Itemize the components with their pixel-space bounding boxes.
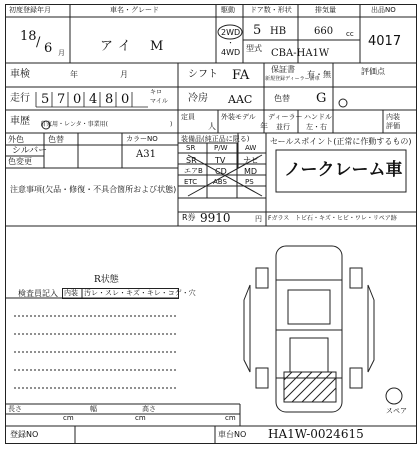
mileage-unit-mile: マイル xyxy=(150,98,168,105)
exterior-color-label: 外色 xyxy=(8,135,24,144)
height-unit: cm xyxy=(225,414,236,422)
height-label: 高さ xyxy=(142,405,156,413)
color-change-label: 色替 xyxy=(274,94,290,103)
drive-2wd: 2WD xyxy=(221,28,241,37)
dealer-value: 並行 xyxy=(276,123,290,131)
inspector-label: 検査員記入 xyxy=(18,289,58,298)
shift-label: シフト xyxy=(188,69,218,80)
equipment-item-9: MD xyxy=(244,167,258,176)
dealer-label: ディーラー xyxy=(268,113,303,121)
model-change-label: 外装モデル xyxy=(221,113,256,121)
mileage-digit-1: 5 xyxy=(41,92,50,107)
recycle-fee-unit: 円 xyxy=(255,215,262,223)
interior-box-label: 内装 xyxy=(64,289,78,297)
displacement-label: 排気量 xyxy=(315,6,336,14)
score-label: 評価点 xyxy=(361,67,385,76)
mileage-label: 走行 xyxy=(10,93,30,104)
model-type-label: 型式 xyxy=(246,44,262,53)
width-label: 幅 xyxy=(90,405,97,413)
width-unit: cm xyxy=(135,414,146,422)
door-shape-label: ドア数・形状 xyxy=(250,6,292,14)
door-count: 5 xyxy=(253,23,262,38)
interior-score-label-2: 評価 xyxy=(386,122,400,130)
history-options: 自家用・レンタ・事業用( xyxy=(40,121,108,128)
sales-point-label: セールスポイント(正常に作動するもの) xyxy=(270,137,412,146)
equipment-label: 装備品(純正品に限る) xyxy=(181,135,250,143)
model-change-unit: 年 xyxy=(260,122,268,131)
equipment-item-2: P/W xyxy=(214,144,228,152)
recycle-fee-value: 9910 xyxy=(200,211,231,225)
interior-condition-options: 汚レ・スレ・キズ・キレ・コゲ・穴 xyxy=(84,289,196,297)
capacity-label: 定員 xyxy=(181,113,195,121)
equipment-item-11: ABS xyxy=(213,178,227,186)
mileage-digit-5: 8 xyxy=(105,92,114,107)
car-damage-diagram xyxy=(244,246,402,412)
spare-tire-label: スペア xyxy=(386,407,407,415)
warranty-label: 保証書 xyxy=(271,65,295,74)
chassis-number-label: 車台NO xyxy=(218,430,247,439)
mileage-unit-km: キロ xyxy=(150,89,163,96)
grade-name: M xyxy=(150,39,164,54)
drive-dot: ・ xyxy=(227,39,234,47)
inspection-label: 車検 xyxy=(10,69,30,80)
model-name: アイ xyxy=(100,39,137,54)
equipment-item-1: SR xyxy=(186,144,196,152)
shift-value: FA xyxy=(232,68,250,83)
glass-options: トビ石・キズ・ヒビ・ワレ・リペア跡 xyxy=(295,215,397,222)
first-registration-year: 18 xyxy=(20,29,37,44)
color-number-value: A31 xyxy=(136,149,156,160)
interior-score-label-1: 内装 xyxy=(386,113,400,121)
warranty-sub-label: 新規登録ディーラー新車 xyxy=(265,76,320,82)
color-sub-label: 色替 xyxy=(48,135,64,144)
history-close-paren: ) xyxy=(170,121,173,128)
notes-label: 注意事項(欠品・修復・不具合箇所および状態) xyxy=(10,185,177,194)
equipment-item-8: CD xyxy=(215,167,227,176)
handle-value: 左・右 xyxy=(306,123,327,131)
color-change-value: G xyxy=(316,91,327,106)
color-change-sub-label: 色変更 xyxy=(8,157,32,166)
month-unit: 月 xyxy=(58,49,65,57)
first-registration-month: 6 xyxy=(44,41,53,56)
mileage-digit-3: 0 xyxy=(73,92,82,107)
mileage-digit-4: 4 xyxy=(89,92,98,107)
length-label: 長さ xyxy=(8,405,22,413)
lot-number-label: 出品NO xyxy=(371,6,396,14)
first-registration-label: 初度登録年月 xyxy=(9,6,51,14)
equipment-item-3: AW xyxy=(245,144,257,152)
no-claim-stamp: ノークレーム車 xyxy=(284,160,403,180)
recycle-fee-label: R券 xyxy=(182,213,196,222)
drive-4wd: 4WD xyxy=(221,48,241,57)
equipment-item-12: PS xyxy=(245,178,254,186)
model-type-value: CBA-HA1W xyxy=(271,48,330,59)
ac-label: 冷房 xyxy=(188,93,208,104)
ac-value: AAC xyxy=(228,93,253,106)
inspection-year-unit: 年 xyxy=(70,70,78,79)
warranty-options: 有・無 xyxy=(307,70,331,79)
capacity-unit: 人 xyxy=(208,122,216,131)
mileage-digit-2: 7 xyxy=(57,92,66,107)
equipment-item-7: エアB xyxy=(184,167,203,175)
body-shape: HB xyxy=(270,26,287,37)
cc-unit: cc xyxy=(346,30,354,38)
length-unit: cm xyxy=(63,414,74,422)
exterior-color-value: シルバー xyxy=(12,146,48,156)
lot-number-value: 4017 xyxy=(368,34,402,49)
registration-number-label: 登録NO xyxy=(10,430,39,439)
equipment-item-4: SR xyxy=(186,156,197,165)
inspector-handwritten-note: R状態 xyxy=(94,275,119,285)
mileage-digit-6: 0 xyxy=(121,92,130,107)
inspection-month-unit: 月 xyxy=(120,70,128,79)
model-grade-label: 車名・グレード xyxy=(110,6,159,14)
glass-label: Fガラス xyxy=(268,215,290,222)
drive-label: 駆動 xyxy=(221,6,235,14)
equipment-item-6: ナビ xyxy=(243,156,259,165)
history-label: 車歴 xyxy=(10,116,30,127)
color-number-label: カラーNO xyxy=(126,135,158,143)
equipment-item-5: TV xyxy=(215,156,226,165)
date-separator: / xyxy=(36,35,41,50)
chassis-number-value: HA1W-0024615 xyxy=(268,427,364,441)
displacement-value: 660 xyxy=(314,26,334,37)
equipment-item-10: ETC xyxy=(184,178,198,186)
handle-label: ハンドル xyxy=(304,113,332,121)
